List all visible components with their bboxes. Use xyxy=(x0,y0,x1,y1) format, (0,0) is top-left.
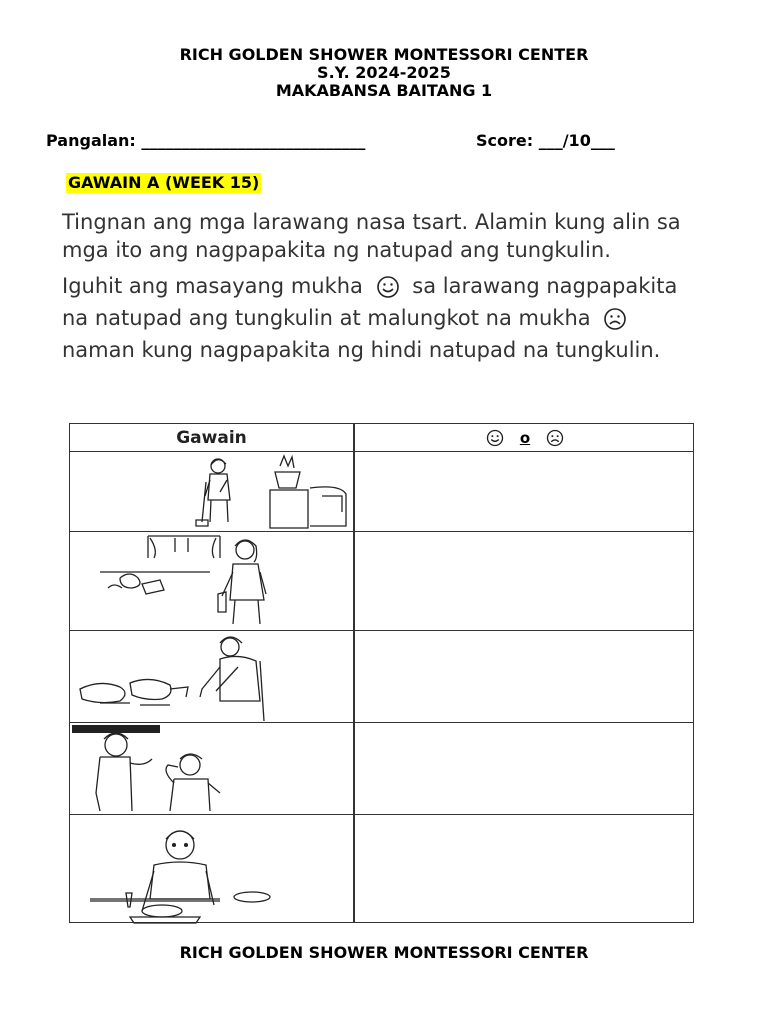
score-field[interactable]: Score: ___/10___ xyxy=(476,131,615,150)
column-header-gawain: Gawain xyxy=(176,428,247,448)
column-header-faces xyxy=(355,424,695,452)
answer-cell[interactable] xyxy=(355,532,695,630)
task-table xyxy=(69,423,694,923)
happy-face-icon xyxy=(486,429,504,447)
subject-title: MAKABANSA BAITANG 1 xyxy=(275,81,493,100)
table-row xyxy=(70,532,693,631)
messy-room-picture xyxy=(70,532,353,630)
sad-face-icon xyxy=(546,429,564,447)
table-header xyxy=(70,424,693,452)
answer-cell[interactable] xyxy=(355,631,695,722)
school-name: RICH GOLDEN SHOWER MONTESSORI CENTER xyxy=(179,45,589,64)
table-row xyxy=(70,631,693,723)
table-row xyxy=(70,815,693,924)
answer-cell[interactable] xyxy=(355,723,695,814)
answer-cell[interactable] xyxy=(355,815,695,924)
washing-plate-picture xyxy=(70,815,353,924)
instruction-part-a: Iguhit ang masayang mukha xyxy=(62,274,363,298)
happy-face-icon xyxy=(376,275,400,299)
sad-face-icon xyxy=(603,307,627,331)
picking-clothes-picture xyxy=(70,631,353,722)
answer-cell[interactable] xyxy=(355,452,695,531)
name-field[interactable]: Pangalan: ____________________________ xyxy=(46,131,366,150)
instruction-paragraph-1: Tingnan ang mga larawang nasa tsart. Alamin kung alin sa mga ito ang nagpapakita ng natupad ang tungkulin. xyxy=(62,210,681,262)
school-year: S.Y. 2024-2025 xyxy=(317,63,451,82)
worksheet-header xyxy=(0,46,768,100)
instruction-paragraph-2 xyxy=(62,270,702,366)
table-row xyxy=(70,723,693,815)
sweeping-picture xyxy=(70,452,353,531)
or-label: o xyxy=(519,429,531,447)
activity-title: GAWAIN A (WEEK 15) xyxy=(68,173,260,192)
table-row xyxy=(70,452,693,532)
brushing-teeth-picture xyxy=(70,723,353,814)
instructions xyxy=(62,208,702,366)
instruction-part-b: sa larawang nagpapakita na natupad ang tungkulin at malungkot na mukha xyxy=(62,274,678,330)
footer-school-name: RICH GOLDEN SHOWER MONTESSORI CENTER xyxy=(179,943,589,962)
instruction-part-c: naman kung nagpapakita ng hindi natupad na tungkulin. xyxy=(62,338,661,362)
